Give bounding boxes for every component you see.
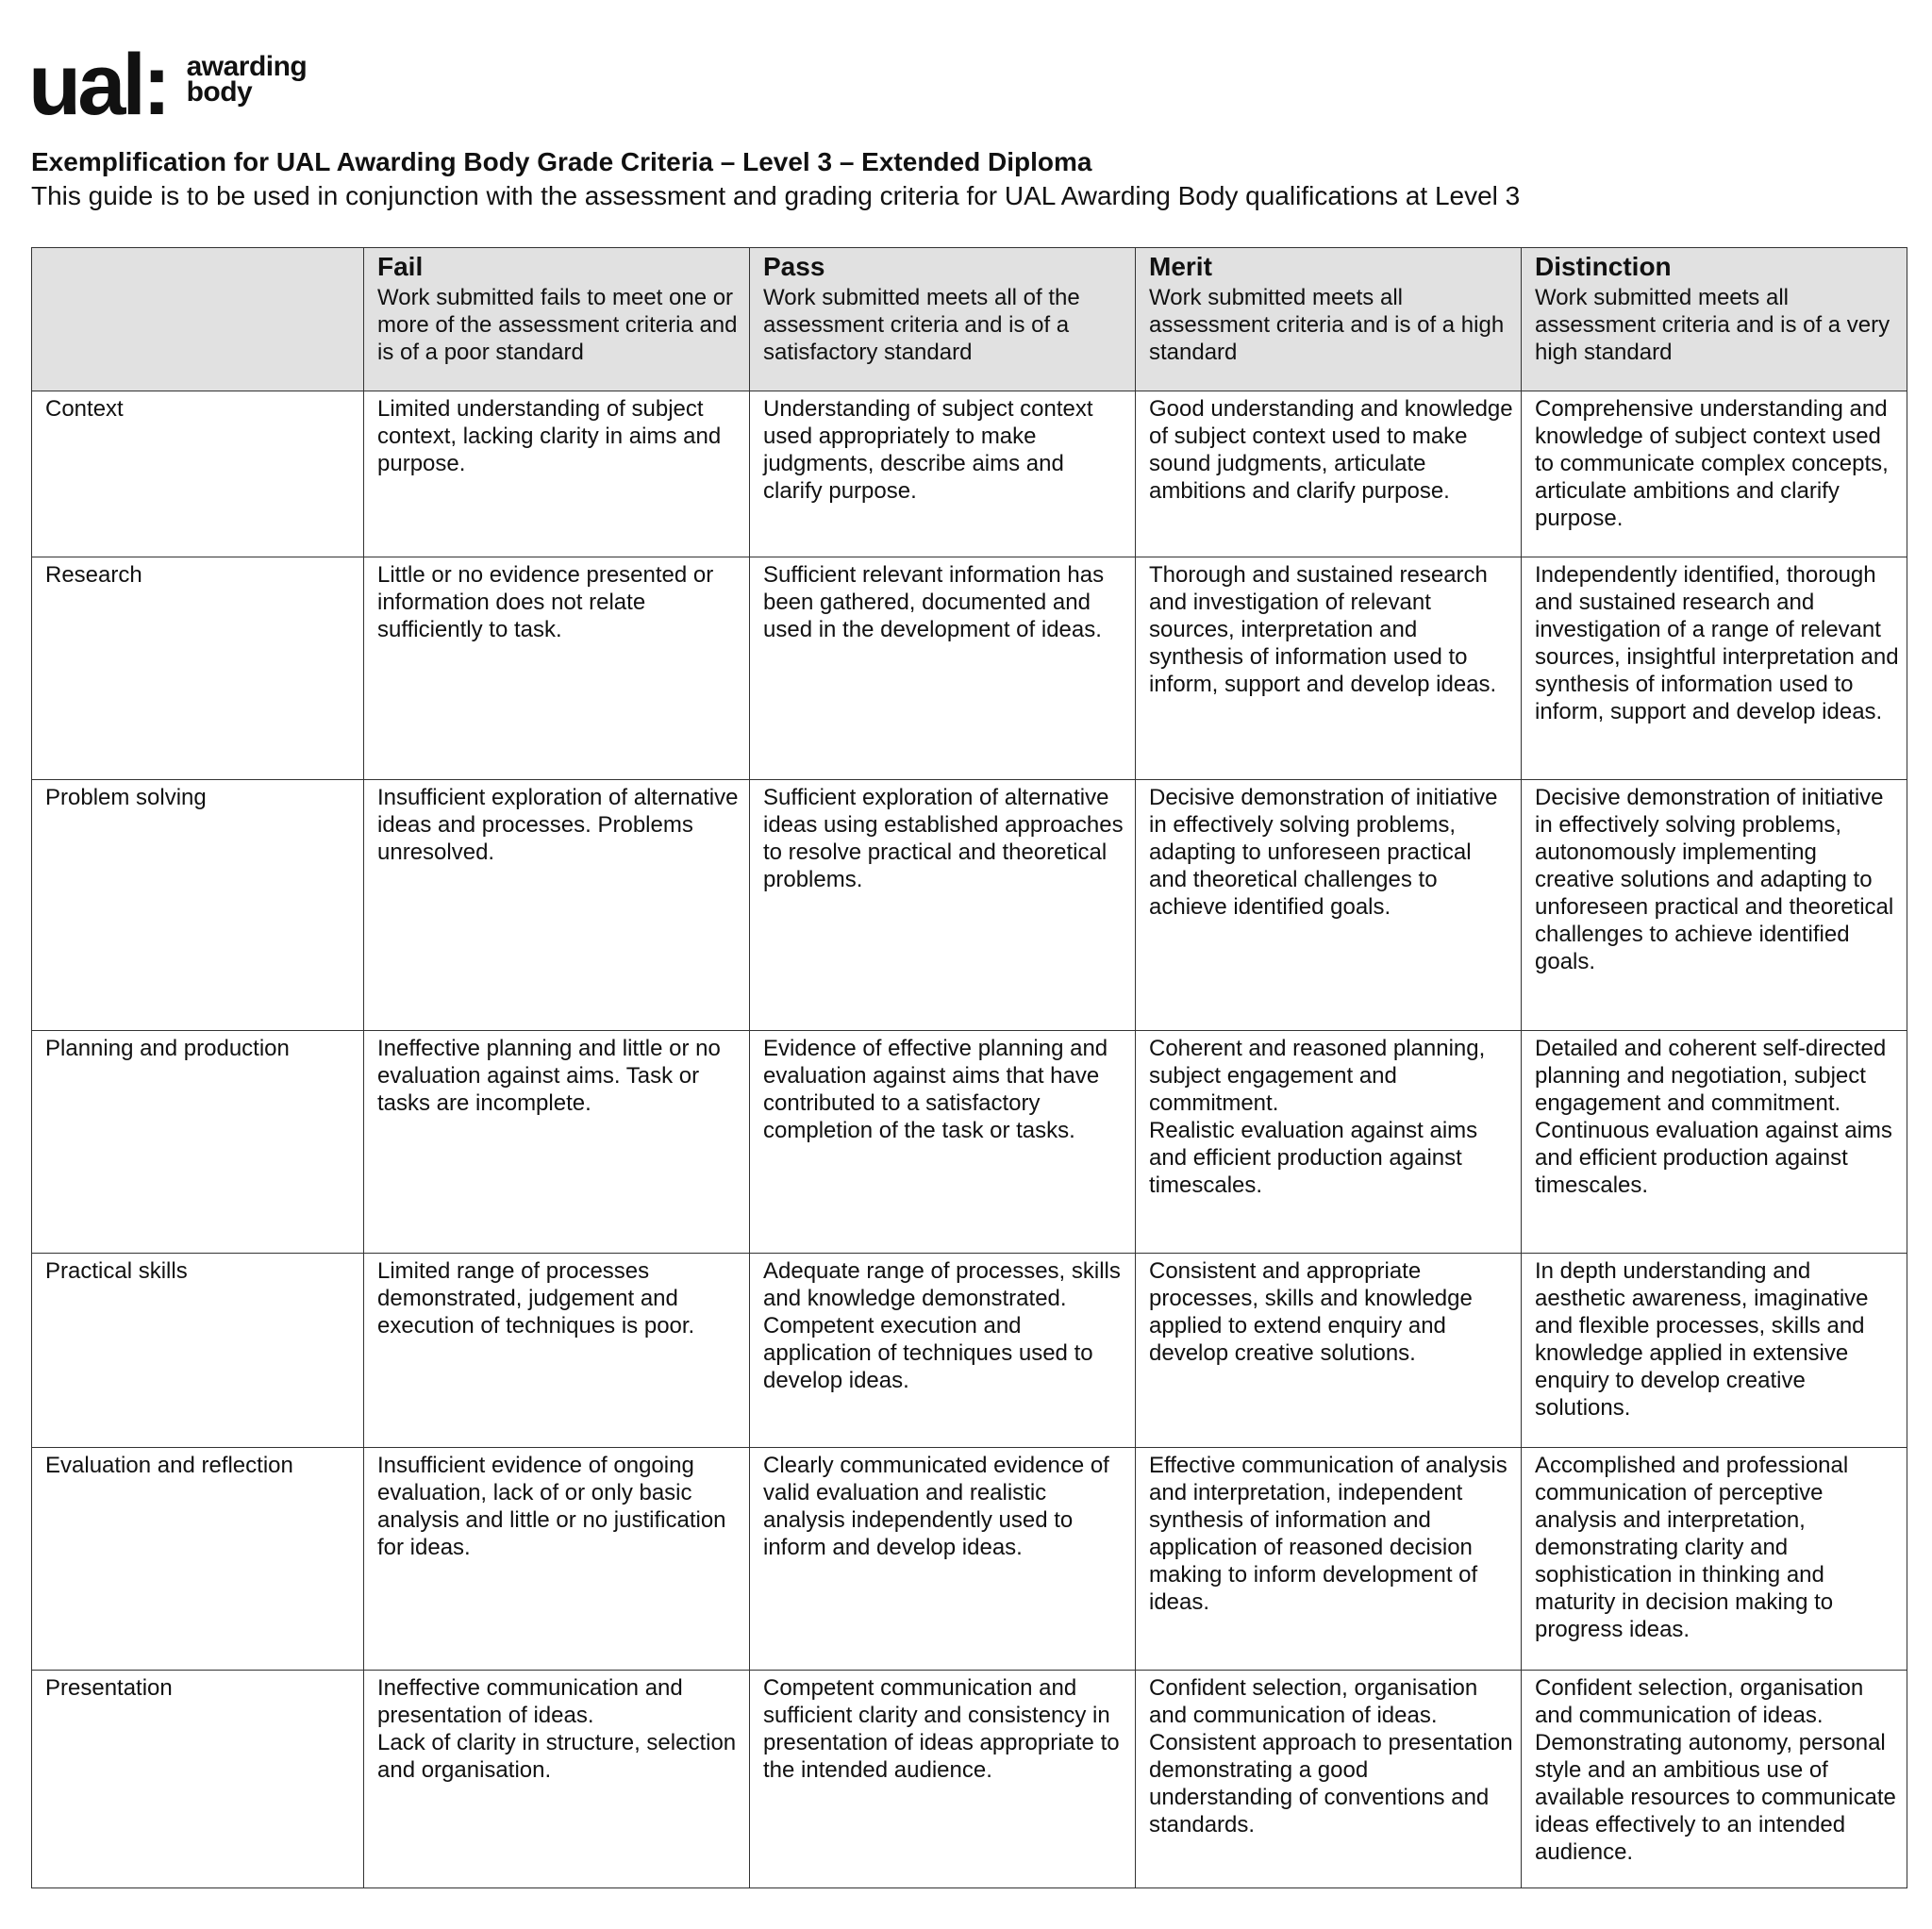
- document-subtitle: This guide is to be used in conjunction with the assessment and grading criteria for UAL Awarding Body qualifications at Level 3: [31, 181, 1521, 210]
- cell-text: Consistent and appropriate processes, skills and knowledge applied to extend enquiry and develop creative solutions.: [1149, 1258, 1473, 1366]
- grade-name: Pass: [763, 252, 825, 281]
- criterion-row-evaluation-and-reflection: [32, 1448, 1907, 1671]
- grade-name: Distinction: [1535, 252, 1672, 281]
- cell-text: Thorough and sustained research and investigation of relevant sources, interpretation and synthesis of information used to inform, support and develop ideas.: [1149, 562, 1497, 697]
- grade-description: Work submitted meets all assessment criteria and is of a high standard: [1149, 285, 1505, 365]
- cell-text: Coherent and reasoned planning, subject engagement and commitment. Realistic evaluation against aims and efficient production against timescales.: [1149, 1036, 1486, 1198]
- grade-name: Merit: [1149, 252, 1212, 281]
- cell-text: Limited range of processes demonstrated, judgement and execution of techniques is poor.: [377, 1258, 695, 1339]
- cell-text: Ineffective communication and presentation of ideas. Lack of clarity in structure, selection and organisation.: [377, 1675, 737, 1783]
- cell-text: Ineffective planning and little or no evaluation against aims. Task or tasks are incomplete.: [377, 1036, 721, 1116]
- cell-text: Evidence of effective planning and evaluation against aims that have contributed to a satisfactory completion of the task or tasks.: [763, 1036, 1108, 1143]
- criterion-cell-pass: [750, 1671, 1136, 1888]
- cell-text: Independently identified, thorough and sustained research and investigation of a range of relevant sources, insightful interpretation and synthesis of information used to inform, support and develop ideas.: [1535, 562, 1899, 724]
- grade-name: Fail: [377, 252, 424, 281]
- criterion-cell-fail: [364, 391, 750, 557]
- criterion-cell-merit: [1136, 1448, 1522, 1671]
- criterion-row-problem-solving: [32, 780, 1907, 1031]
- criterion-cell-distinction: [1522, 1671, 1907, 1888]
- cell-text: Confident selection, organisation and communication of ideas. Demonstrating autonomy, personal style and an ambitious use of available resources to communicate ideas effectively to an intended audience.: [1535, 1675, 1896, 1865]
- criterion-row-planning-and-production: [32, 1031, 1907, 1254]
- criterion-cell-merit: [1136, 557, 1522, 780]
- criterion-label: Context: [32, 391, 364, 557]
- criterion-cell-distinction: [1522, 1031, 1907, 1254]
- cell-text: Detailed and coherent self-directed planning and negotiation, subject engagement and commitment. Continuous evaluation against aims and efficient production against timescales.: [1535, 1036, 1892, 1198]
- cell-text: Competent communication and sufficient clarity and consistency in presentation of ideas appropriate to the intended audience.: [763, 1675, 1120, 1783]
- grade-description: Work submitted meets all of the assessment criteria and is of a satisfactory standard: [763, 285, 1080, 365]
- criterion-label: Planning and production: [32, 1031, 364, 1254]
- criterion-cell-pass: [750, 1448, 1136, 1671]
- grade-header-fail: [364, 248, 750, 391]
- criterion-cell-merit: [1136, 1671, 1522, 1888]
- criterion-row-research: [32, 557, 1907, 780]
- criterion-cell-distinction: [1522, 1254, 1907, 1448]
- criterion-row-presentation: [32, 1671, 1907, 1888]
- header-corner-cell: [32, 248, 364, 391]
- grade-description: Work submitted meets all assessment criteria and is of a very high standard: [1535, 285, 1890, 365]
- logo-line-2: body: [186, 76, 253, 108]
- criterion-cell-distinction: [1522, 391, 1907, 557]
- cell-text: Decisive demonstration of initiative in effectively solving problems, autonomously implementing creative solutions and adapting to unforeseen practical and theoretical challenges to achieve identified goals.: [1535, 785, 1894, 974]
- criterion-row-practical-skills: [32, 1254, 1907, 1448]
- cell-text: Comprehensive understanding and knowledge of subject context used to communicate complex concepts, articulate ambitions and clarify purpose.: [1535, 396, 1889, 531]
- criterion-label: Practical skills: [32, 1254, 364, 1448]
- criterion-cell-fail: [364, 780, 750, 1031]
- cell-text: Sufficient relevant information has been gathered, documented and used in the development of ideas.: [763, 562, 1105, 642]
- cell-text: Limited understanding of subject context, lacking clarity in aims and purpose.: [377, 396, 722, 476]
- criterion-cell-fail: [364, 1254, 750, 1448]
- cell-text: Insufficient evidence of ongoing evaluation, lack of or only basic analysis and little or no justification for ideas.: [377, 1453, 726, 1560]
- criterion-label: Research: [32, 557, 364, 780]
- criterion-cell-fail: [364, 1031, 750, 1254]
- cell-text: Clearly communicated evidence of valid evaluation and realistic analysis independently used to inform and develop ideas.: [763, 1453, 1109, 1560]
- cell-text: Effective communication of analysis and interpretation, independent synthesis of information and application of reasoned decision making to inform development of ideas.: [1149, 1453, 1507, 1615]
- document-title: Exemplification for UAL Awarding Body Grade Criteria – Level 3 – Extended Diploma: [31, 147, 1092, 176]
- criterion-label: Problem solving: [32, 780, 364, 1031]
- criterion-cell-distinction: [1522, 1448, 1907, 1671]
- criterion-cell-pass: [750, 1031, 1136, 1254]
- criterion-cell-pass: [750, 1254, 1136, 1448]
- criterion-cell-pass: [750, 780, 1136, 1031]
- cell-text: Sufficient exploration of alternative ideas using established approaches to resolve practical and theoretical problems.: [763, 785, 1124, 892]
- criterion-cell-pass: [750, 391, 1136, 557]
- criterion-cell-merit: [1136, 1031, 1522, 1254]
- cell-text: Accomplished and professional communication of perceptive analysis and interpretation, demonstrating clarity and sophistication in thinking and maturity in decision making to progress ideas.: [1535, 1453, 1849, 1642]
- grade-criteria-table: [31, 247, 1907, 1888]
- cell-text: Little or no evidence presented or information does not relate sufficiently to task.: [377, 562, 714, 642]
- criterion-cell-fail: [364, 1671, 750, 1888]
- ual-logo: [28, 37, 308, 133]
- criterion-row-context: [32, 391, 1907, 557]
- cell-text: Insufficient exploration of alternative ideas and processes. Problems unresolved.: [377, 785, 739, 865]
- cell-text: Decisive demonstration of initiative in effectively solving problems, adapting to unforeseen practical and theoretical challenges to achieve identified goals.: [1149, 785, 1498, 920]
- grade-header-distinction: [1522, 248, 1907, 391]
- header-row: [32, 248, 1907, 391]
- criterion-cell-merit: [1136, 1254, 1522, 1448]
- grade-header-pass: [750, 248, 1136, 391]
- criterion-cell-merit: [1136, 391, 1522, 557]
- cell-text: In depth understanding and aesthetic awareness, imaginative and flexible processes, skills and knowledge applied in extensive enquiry to develop creative solutions.: [1535, 1258, 1869, 1421]
- cell-text: Good understanding and knowledge of subject context used to make sound judgments, articulate ambitions and clarify purpose.: [1149, 396, 1513, 504]
- logo-line-1: awarding: [186, 51, 308, 82]
- cell-text: Understanding of subject context used appropriately to make judgments, describe aims and clarify purpose.: [763, 396, 1093, 504]
- logo-wordmark: [186, 51, 308, 108]
- cell-text: Confident selection, organisation and communication of ideas. Consistent approach to presentation demonstrating a good understanding of conventions and standards.: [1149, 1675, 1513, 1838]
- criterion-cell-fail: [364, 1448, 750, 1671]
- grade-header-merit: [1136, 248, 1522, 391]
- criterion-label: Presentation: [32, 1671, 364, 1888]
- criterion-cell-merit: [1136, 780, 1522, 1031]
- cell-text: Adequate range of processes, skills and knowledge demonstrated. Competent execution and application of techniques used to develop ideas.: [763, 1258, 1121, 1393]
- criterion-cell-distinction: [1522, 780, 1907, 1031]
- logo-mark: ual:: [28, 37, 168, 133]
- criterion-cell-pass: [750, 557, 1136, 780]
- criterion-label: Evaluation and reflection: [32, 1448, 364, 1671]
- criterion-cell-distinction: [1522, 557, 1907, 780]
- grade-description: Work submitted fails to meet one or more of the assessment criteria and is of a poor standard: [377, 285, 738, 365]
- criterion-cell-fail: [364, 557, 750, 780]
